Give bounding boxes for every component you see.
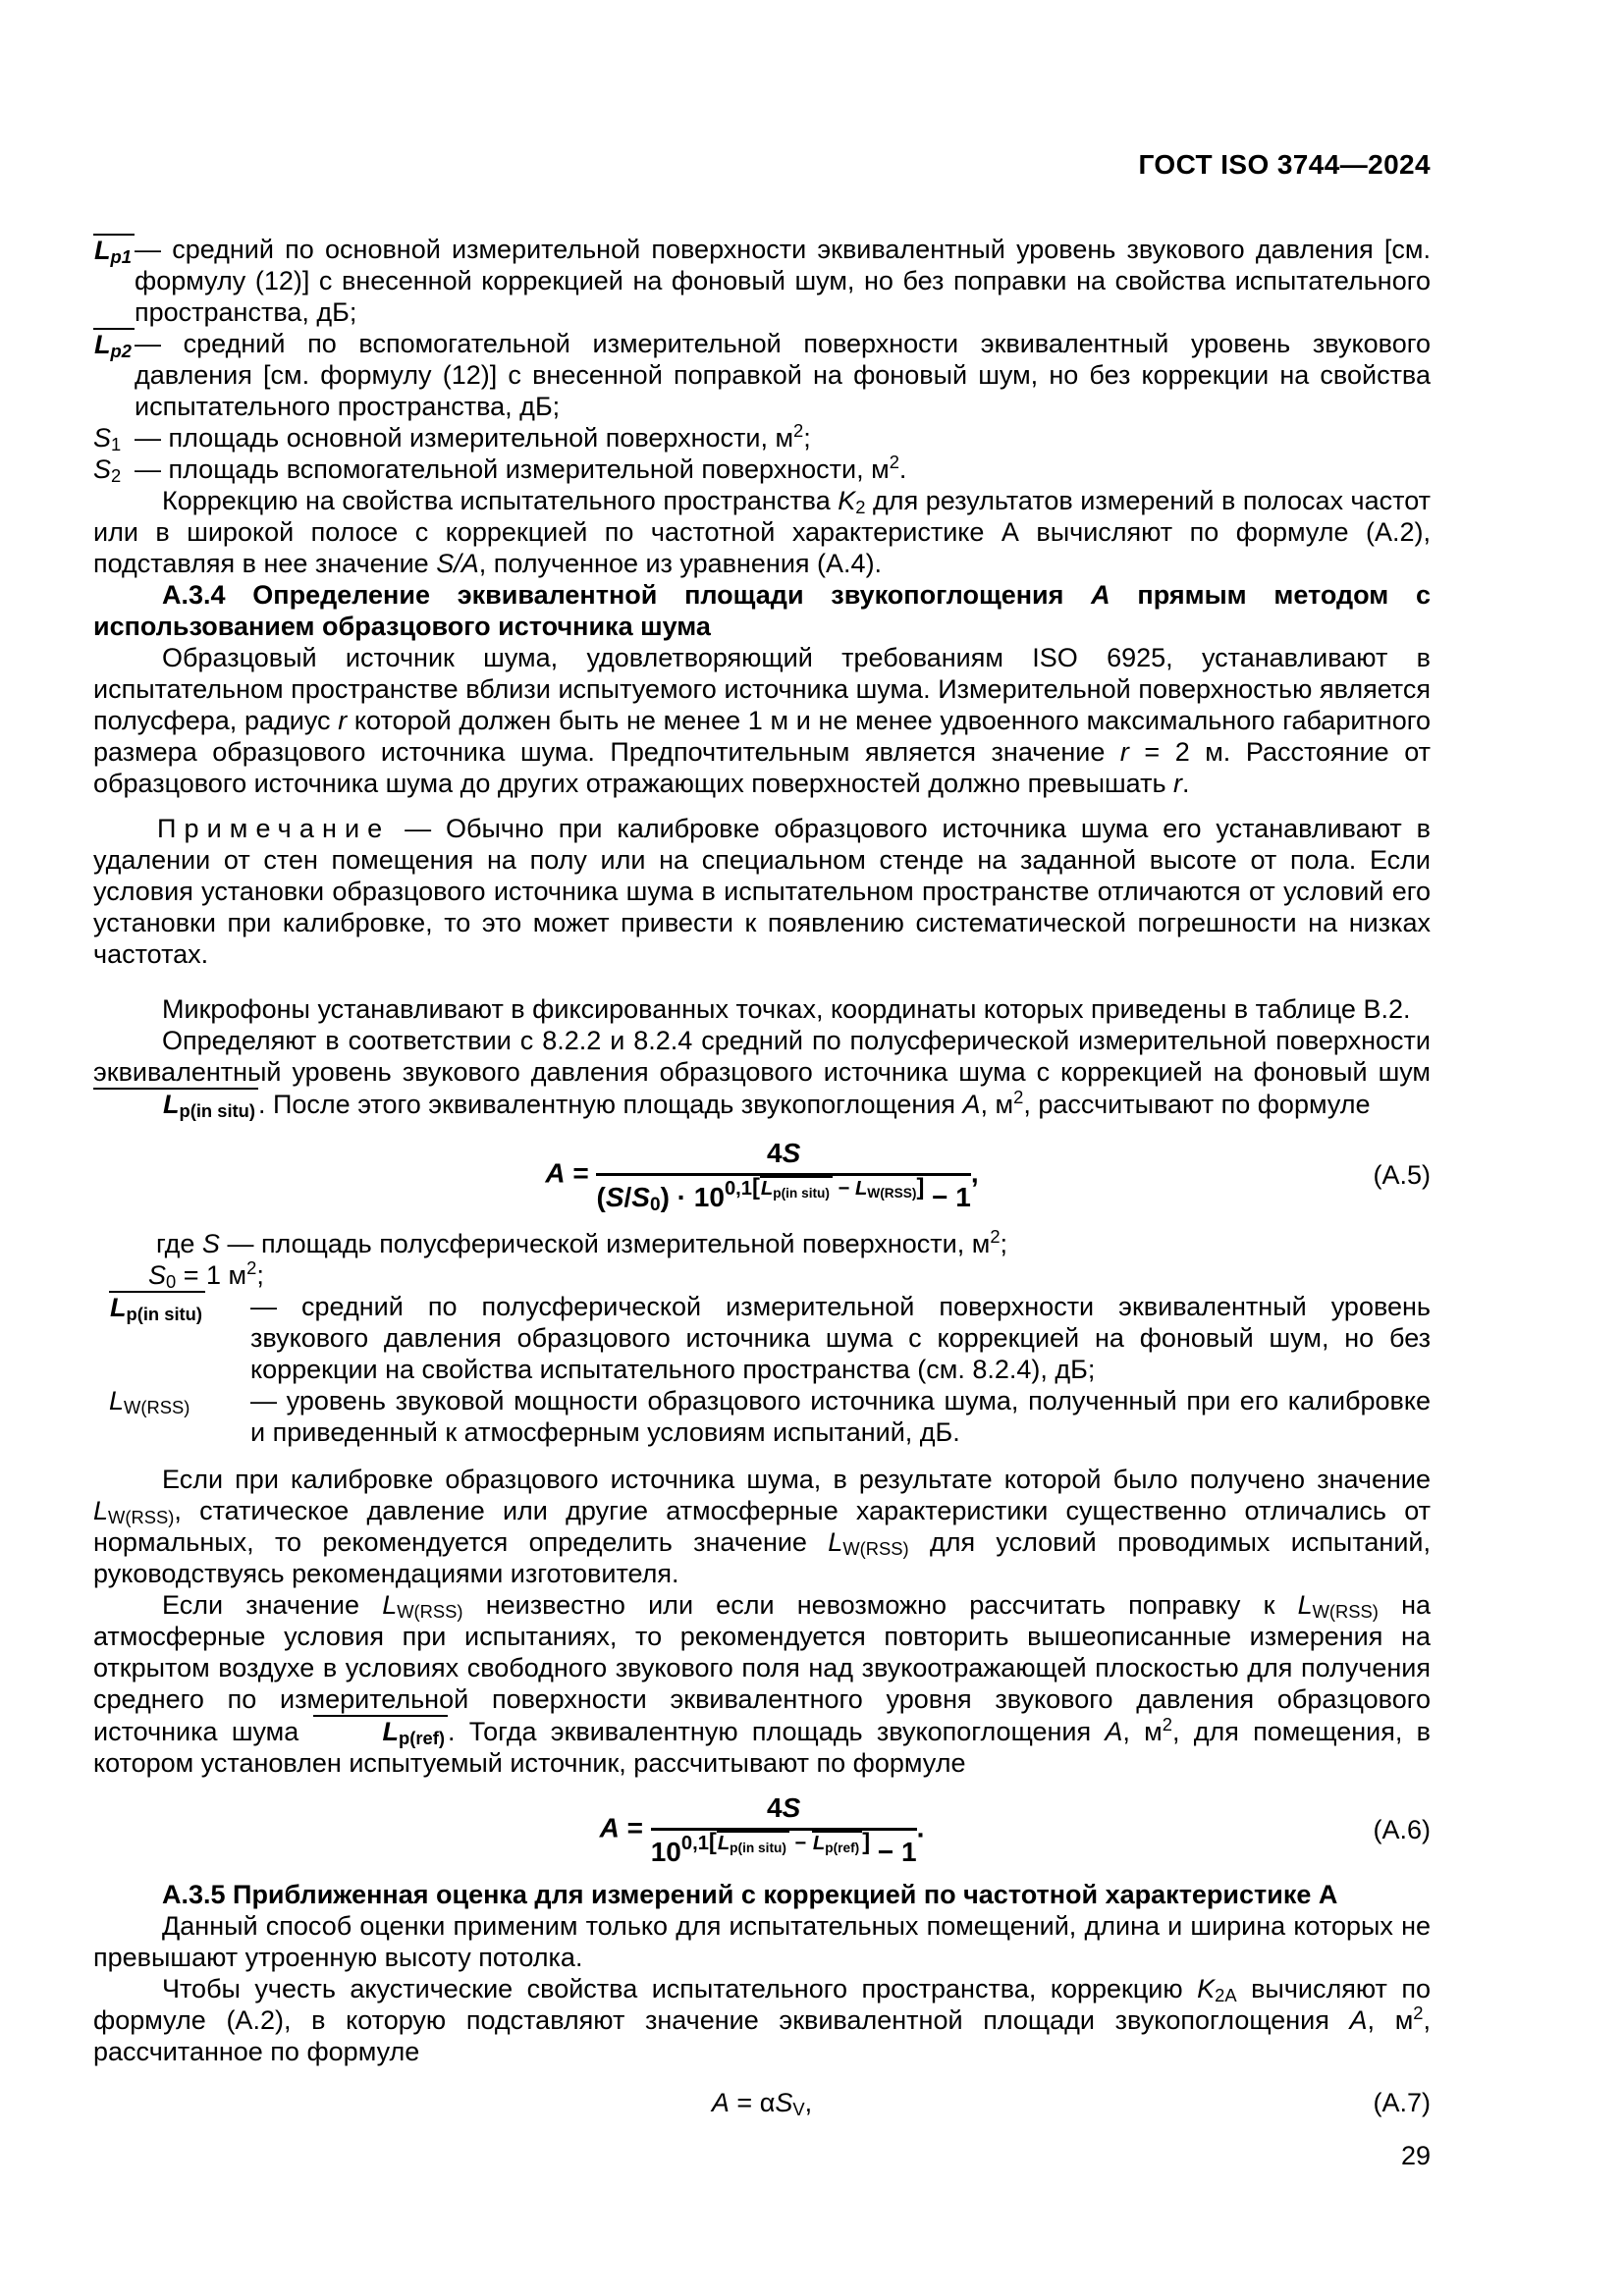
formula-a7 [93, 2087, 1431, 2118]
symbol-r: r [338, 706, 348, 735]
formula-a5-equation: A = $\frac{4S}{(S/S_0) \cdot 10^{0,1[L_{p(in situ)} - L_{W(RSS)}]} - 1}$ , [545, 1138, 979, 1216]
symbol-lp-in-situ: $L_{p(in situ)}$ [93, 1291, 250, 1385]
symbol-a: A [1349, 2005, 1368, 2036]
symbol-k2: K [838, 486, 856, 515]
formula-a6-label: (А.6) [1373, 1815, 1431, 1845]
symbol-lw-rss: L [828, 1527, 843, 1558]
paragraph-k2a: Чтобы учесть акустические свойства испытательного пространства, коррекцию $K_{2А}$ вычисляют по формуле (А.2), в которую подставляют значение эквивалентной площади звукопоглощения A, $м^2$, рассчитанное по формуле [93, 1974, 1432, 2067]
symbol-lp-in-situ: $L_{p(in situ)}$ [93, 1090, 258, 1119]
definition-where-s: где S — площадь полусферической измерительной поверхности, $м^2$; [156, 1225, 1008, 1259]
paragraph-determine: Определяют в соответствии с 8.2.2 и 8.2.4 средний по полусферической измерительной поверхности эквивалентный уровень звукового давления образцового источника шума с коррекцией на фоновый шум $L_{p(in situ)}$ . После этого эквивалентную площадь звукопоглощения A, $м^2$, рассчитывают по формуле [93, 1026, 1431, 1122]
definition-lp-in-situ [93, 1291, 1431, 1385]
symbol-a: A [962, 1090, 981, 1119]
symbol-lp-ref: $L_{p(ref)}$ [313, 1717, 448, 1746]
definition-s1 [93, 419, 1431, 455]
formula-a7-label: (А.7) [1373, 2088, 1431, 2118]
paragraph-calibration: Если при калибровке образцового источника шума, в результате которой было получено значение $L_{W(RSS)}$, статическое давление или другие атмосферные характеристики существенно отличались от нормальных, то рекомендуется определить значение $L_{W(RSS)}$ для условий проводимых испытаний, руководствуясь рекомендациями изготовителя. [93, 1465, 1431, 1589]
paragraph-k2-correction: Коррекцию на свойства испытательного пространства $K_2$ для результатов измерений в полосах частот или в широкой полосе с коррекцией по частотной характеристике А вычисляют по формуле (А.2), подставляя в нее значение S/A, полученное из уравнения (А.4). [93, 486, 1431, 578]
definition-s2 [93, 451, 1431, 487]
paragraph-lw-unknown: Если значение $L_{W(RSS)}$ неизвестно или если невозможно рассчитать поправку к $L_{W(RSS)}$ на атмосферные условия при испытаниях, то рекомендуется повторить вышеописанные измерения на открытом воздухе в условиях свободного звукового поля над звукоотражающей плоскостью для получения среднего по измерительной поверхности эквивалентного уровня звукового давления образцового источника шума $L_{p(ref)}$ . Тогда эквивалентную площадь звукопоглощения A, $м^2$, для помещения, в котором установлен испытуемый источник, рассчитывают по формуле [93, 1590, 1431, 1779]
symbol-s: S [201, 1229, 220, 1259]
symbol-lp1: $L_{p1}$ [93, 234, 135, 328]
symbol-r: r [1173, 769, 1183, 798]
symbol-s2: $S_2$ [93, 454, 122, 487]
note [93, 813, 1431, 970]
formula-a5 [93, 1136, 1431, 1214]
exponent: 0,1[Lp(in situ) − LW(RSS)] [724, 1173, 925, 1201]
symbol-lw-rss: L [93, 1496, 109, 1526]
symbol-a: A [1091, 580, 1110, 610]
section-heading-a34: А.3.4 Определение эквивалентной площади звукопоглощения A прямым методом с использованием образцового источника шума [93, 580, 1431, 641]
definition-s1-text: — площадь основной измерительной поверхности, $м^2$; [135, 419, 811, 453]
page-number: 29 [1400, 2141, 1431, 2171]
formula-a5-label: (А.5) [1373, 1160, 1431, 1191]
symbol-lw-rss: L [382, 1590, 398, 1621]
definition-lp2-text: — средний по вспомогательной измерительной поверхности эквивалентный уровень звукового давления [см. формулу (12)] с внесенной поправкой на фоновый шум, но без коррекции на свойства испытательного пространства, дБ; [135, 329, 1431, 421]
note-label: Примечание [157, 814, 391, 843]
note-text: — Обычно при калибровке образцового источника шума его устанавливают в удалении от стен помещения на полу или на специальном стенде на заданной высоте от пола. Если условия установки образцового источника шума в испытательном пространстве отличаются от условий его установки при калибровке, то это может привести к появлению систематической погрешности на низках частотах. [93, 814, 1431, 969]
formula-a6-equation: A = $\frac{4S}{10^{0,1[L_{p(in situ)} - L_{p(ref)} ]} - 1}$ . [599, 1792, 925, 1868]
page-header: ГОСТ ISO 3744—2024 [1138, 149, 1431, 180]
exponent: 0,1[Lp(in situ) − Lp(ref) ] [680, 1829, 871, 1856]
symbol-a: A [1105, 1717, 1123, 1747]
symbol-r: r [1119, 737, 1129, 767]
symbol-lp2: $L_{p2}$ [93, 328, 135, 422]
definition-lw-rss-text: — уровень звуковой мощности образцового источника шума, полученный при его калибровке и приведенный к атмосферным условиям испытаний, дБ. [250, 1386, 1431, 1448]
paragraph-applicability: Данный способ оценки применим только для испытательных помещений, длина и ширина которых не превышают утроенную высоту потолка. [93, 1911, 1431, 1973]
section-heading-a35: А.3.5 Приближенная оценка для измерений с коррекцией по частотной характеристике А [162, 1880, 1338, 1910]
fraction: $\frac{4S}{10^{0,1[L_{p(in situ)} - L_{p(ref)} ]} - 1}$ [650, 1792, 917, 1868]
definition-lp2 [93, 328, 1431, 422]
definition-s0: $S_0 = 1$ $м^2$; [148, 1256, 264, 1293]
paragraph-reference-source: Образцовый источник шума, удовлетворяющий требованиям ISO 6925, устанавливают в испытательном пространстве вблизи испытуемого источника шума. Измерительной поверхностью является полусфера, радиус r которой должен быть не менее 1 м и не менее удвоенного максимального габаритного размера образцового источника шума. Предпочтительным является значение r = 2 м. Расстояние от образцового источника шума до других отражающих поверхностей должно превышать r. [93, 643, 1431, 798]
formula-a7-equation: $A = \alpha S_V$, [711, 2088, 813, 2120]
paragraph-microphones: Микрофоны устанавливают в фиксированных точках, координаты которых приведены в таблице В.2. [162, 994, 1411, 1024]
definition-lp1-text: — средний по основной измерительной поверхности эквивалентный уровень звукового давления [см. формулу (12)] с внесенной коррекцией на фоновый шум, но без поправки на свойства испытательного пространства, дБ; [135, 235, 1431, 327]
fraction: $\frac{4S}{(S/S_0) \cdot 10^{0,1[L_{p(in situ)} - L_{W(RSS)}]} - 1}$ [596, 1138, 971, 1216]
definition-lw-rss [93, 1385, 1431, 1448]
page-content [93, 149, 1431, 2171]
symbol-sa: S/A [436, 549, 479, 578]
symbol-alpha: α [759, 2088, 776, 2118]
symbol-s1: $S_1$ [93, 423, 122, 455]
formula-a6 [93, 1790, 1431, 1869]
definition-s2-text: — площадь вспомогательной измерительной поверхности, $м^2$. [135, 451, 907, 484]
definition-lp-in-situ-text: — средний по полусферической измерительной поверхности эквивалентный уровень звукового давления образцового источника шума с коррекцией на фоновый шум, но без коррекции на свойства испытательного пространства (см. 8.2.4), дБ; [250, 1292, 1431, 1385]
symbol-lw-rss: L [1297, 1590, 1313, 1621]
definition-lp1 [93, 234, 1431, 328]
symbol-lw-rss: $L_{W(RSS)}$ [109, 1386, 190, 1418]
symbol-s0: S [148, 1260, 167, 1291]
symbol-k2a: K [1197, 1974, 1216, 2004]
